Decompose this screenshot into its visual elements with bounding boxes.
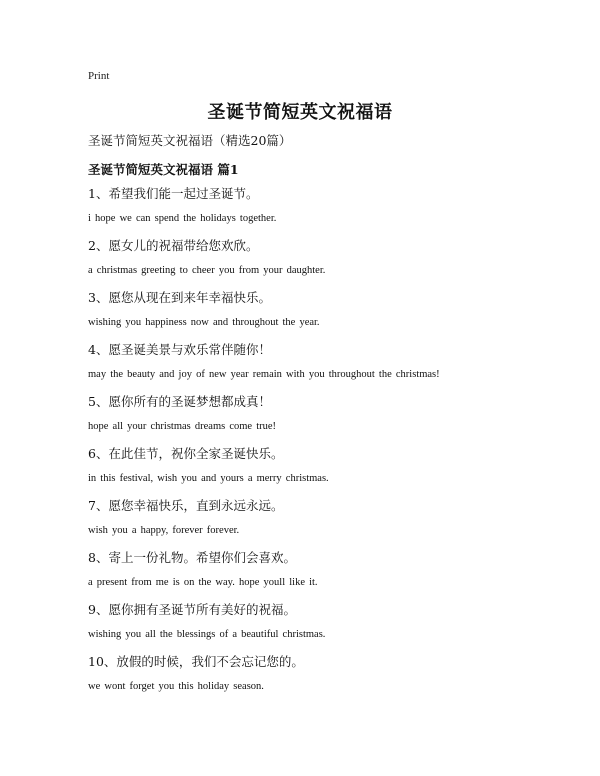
wish-english-text: wishing you happiness now and throughout the year. bbox=[88, 317, 320, 328]
wish-english-text: in this festival, wish you and yours a merry christmas. bbox=[88, 473, 329, 484]
wish-chinese-text: 10、放假的时候，我们不会忘记您的。 bbox=[88, 654, 304, 669]
wish-chinese-text: 6、在此佳节，祝你全家圣诞快乐。 bbox=[88, 446, 284, 461]
wish-item bbox=[88, 652, 568, 704]
wish-english-text: hope all your christmas dreams come true! bbox=[88, 421, 277, 432]
section-heading: 圣诞节简短英文祝福语 篇1 bbox=[88, 162, 239, 177]
wish-chinese-text: 1、希望我们能一起过圣诞节。 bbox=[88, 186, 259, 201]
wish-chinese-text: 8、寄上一份礼物。希望你们会喜欢。 bbox=[88, 550, 296, 565]
wish-item bbox=[88, 288, 568, 340]
wish-english-text: a christmas greeting to cheer you from your daughter. bbox=[88, 265, 326, 276]
wish-item bbox=[88, 444, 568, 496]
document-subtitle: 圣诞节简短英文祝福语（精选20篇） bbox=[88, 133, 292, 148]
wish-english-text: a present from me is on the way. hope youll like it. bbox=[88, 577, 318, 588]
wish-chinese-text: 5、愿你所有的圣诞梦想都成真！ bbox=[88, 394, 271, 409]
wish-item bbox=[88, 496, 568, 548]
wish-english-text: wishing you all the blessings of a beautiful christmas. bbox=[88, 629, 326, 640]
wish-english-text: we wont forget you this holiday season. bbox=[88, 681, 264, 692]
wish-item bbox=[88, 600, 568, 652]
wish-item bbox=[88, 184, 568, 236]
wish-item bbox=[88, 236, 568, 288]
print-label: Print bbox=[88, 70, 110, 82]
wish-list bbox=[88, 184, 568, 704]
wish-item bbox=[88, 392, 568, 444]
wish-item bbox=[88, 340, 568, 392]
wish-chinese-text: 3、愿您从现在到来年幸福快乐。 bbox=[88, 290, 271, 305]
wish-chinese-text: 4、愿圣诞美景与欢乐常伴随你！ bbox=[88, 342, 271, 357]
wish-chinese-text: 9、愿你拥有圣诞节所有美好的祝福。 bbox=[88, 602, 296, 617]
wish-chinese-text: 7、愿您幸福快乐，直到永远永远。 bbox=[88, 498, 284, 513]
wish-chinese-text: 2、愿女儿的祝福带给您欢欣。 bbox=[88, 238, 259, 253]
wish-item bbox=[88, 548, 568, 600]
document-title: 圣诞节简短英文祝福语 bbox=[207, 102, 393, 123]
wish-english-text: i hope we can spend the holidays together. bbox=[88, 213, 277, 224]
wish-english-text: wish you a happy, forever forever. bbox=[88, 525, 240, 536]
wish-english-text: may the beauty and joy of new year remain with you throughout the christmas! bbox=[88, 369, 440, 380]
